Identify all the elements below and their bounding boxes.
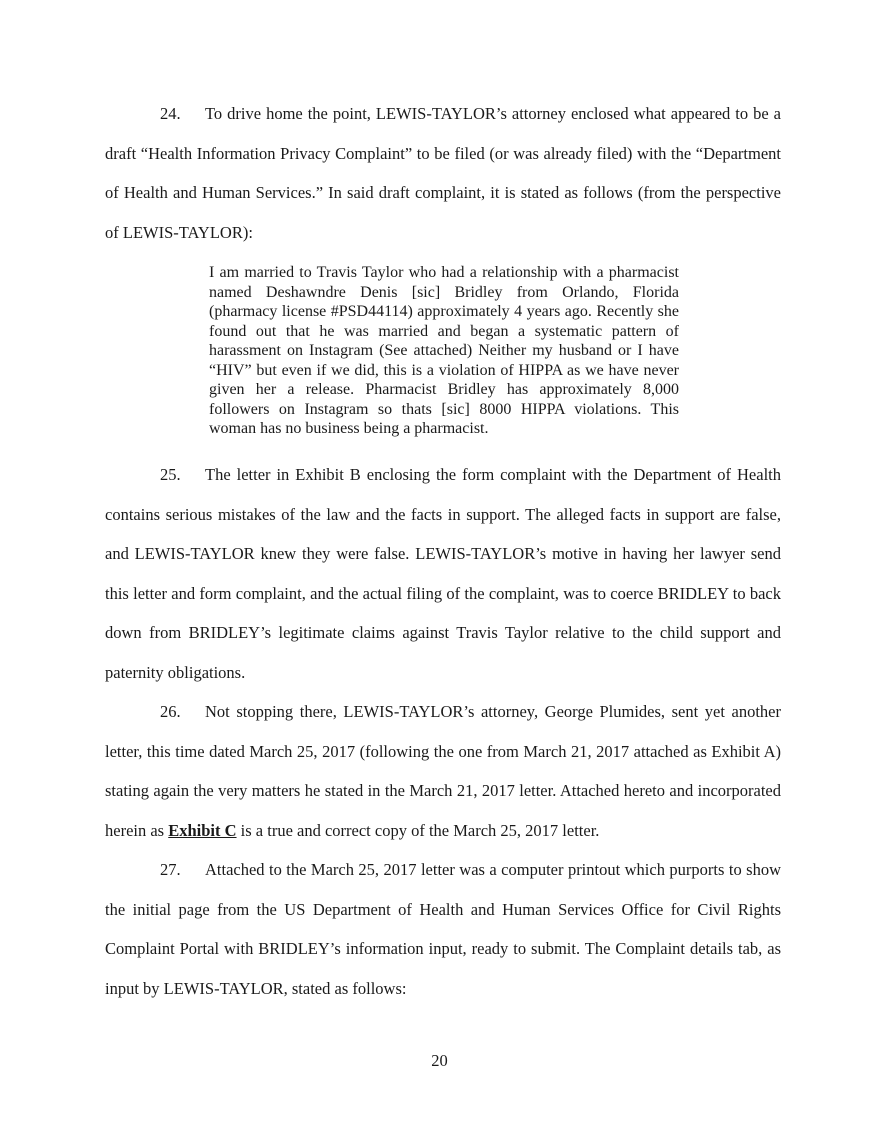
paragraph-number: 27. <box>160 860 181 879</box>
block-quote: I am married to Travis Taylor who had a relationship with a pharmacist named Deshawndre Denis [sic] Bridley from Orlando, Florida (pharmacy license #PSD44114) approximately 4 years ago. Recently she found out that he was married and began a systematic pattern of harassment on Instagram (See attached) Neither my husband or I have “HIV” but even if we did, this is a violation of HIPPA as we have never given her a release. Pharmacist Bridley has approximately 8,000 followers on Instagram so thats [sic] 8000 HIPPA violations. This woman has no business being a pharmacist. <box>209 264 679 437</box>
paragraph-text: The letter in Exhibit B enclosing the form complaint with the Department of Health contains serious mistakes of the law and the facts in support. The alleged facts in support are false, and LEWIS-TAYLOR knew they were false. LEWIS-TAYLOR’s motive in having her lawyer send this letter and form complaint, and the actual filing of the complaint, was to coerce BRIDLEY to back down from BRIDLEY’s legitimate claims against Travis Taylor relative to the child support and paternity obligations. <box>105 465 781 682</box>
exhibit-reference: Exhibit C <box>168 820 237 840</box>
paragraph-27 <box>105 850 781 1008</box>
paragraph-24 <box>105 94 781 252</box>
paragraph-26 <box>105 692 781 850</box>
paragraph-25 <box>105 455 781 692</box>
paragraph-number: 26. <box>160 702 181 721</box>
paragraph-number: 25. <box>160 465 181 484</box>
page-number: 20 <box>431 1051 448 1070</box>
paragraph-text: is a true and correct copy of the March 25, 2017 letter. <box>236 820 600 840</box>
paragraph-text: To drive home the point, LEWIS-TAYLOR’s attorney enclosed what appeared to be a draft “Health Information Privacy Complaint” to be filed (or was already filed) with the “Department of Health and Human Services.” In said draft complaint, it is stated as follows (from the perspective of LEWIS-TAYLOR): <box>105 104 781 242</box>
paragraph-text: Attached to the March 25, 2017 letter was a computer printout which purports to show the initial page from the US Department of Health and Human Services Office for Civil Rights Complaint Portal with BRIDLEY’s information input, ready to submit. The Complaint details tab, as input by LEWIS-TAYLOR, stated as follows: <box>105 860 781 998</box>
paragraph-number: 24. <box>160 104 181 123</box>
paragraph-text: Not stopping there, LEWIS-TAYLOR’s attorney, George Plumides, sent yet another letter, this time dated March 25, 2017 (following the one from March 21, 2017 attached as Exhibit A) stating again the very matters he stated in the March 21, 2017 letter. Attached hereto and incorporated herein as <box>105 702 781 840</box>
